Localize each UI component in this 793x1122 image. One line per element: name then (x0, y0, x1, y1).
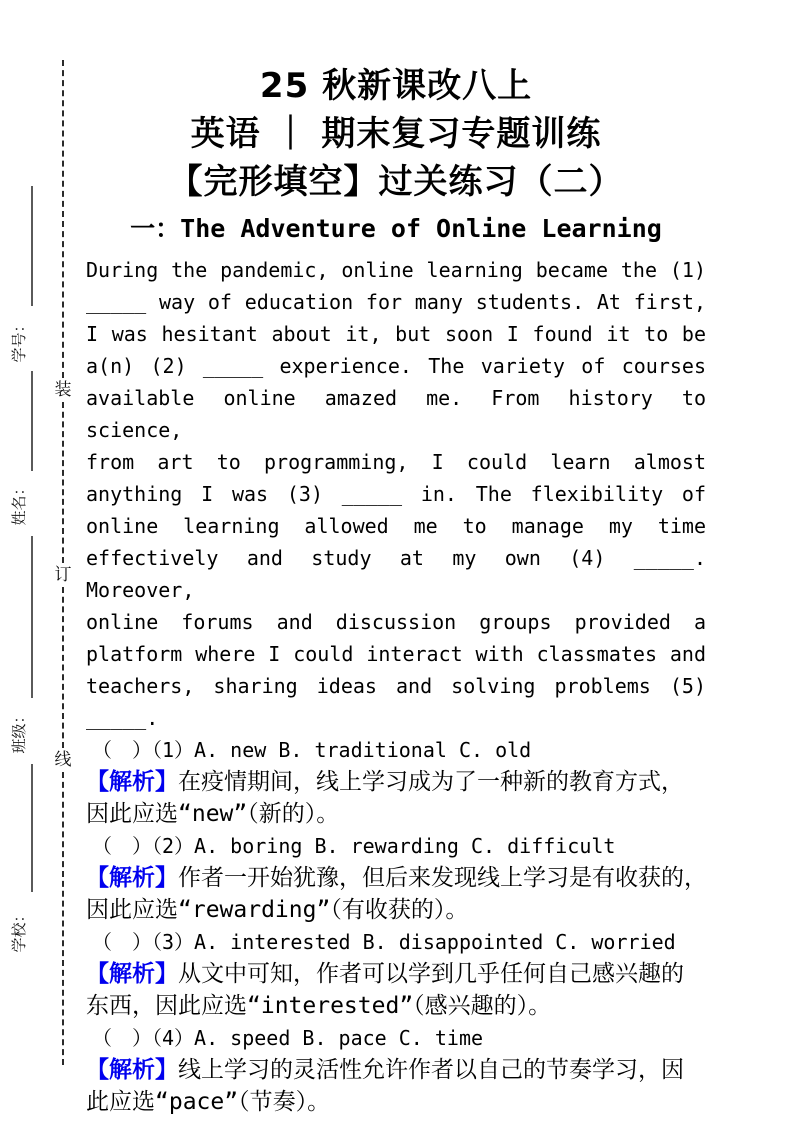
passage-line: teachers, sharing ideas and solving problems (5) (86, 674, 706, 698)
binding-strip (0, 0, 85, 1122)
question-2-analysis-line-1 (86, 862, 706, 894)
analysis-text: 线上学习的灵活性允许作者以自己的节奏学习，因 (178, 1057, 684, 1083)
question-1-analysis-line-1 (86, 766, 706, 798)
question-3-analysis-line-1 (86, 958, 706, 990)
title-line-1: 25 秋新课改八上 (259, 66, 533, 106)
question-3-analysis-line-2: 东西，因此应选“interested”（感兴趣的）。 (86, 993, 552, 1019)
binding-char-ding: 订 (54, 565, 72, 585)
analysis-tag: 【解析】 (86, 1057, 178, 1083)
passage-line: During the pandemic, online learning became the (1) (86, 258, 706, 282)
binding-char-zhuang: 装 (54, 380, 72, 400)
analysis-text: 在疫情期间，线上学习成为了一种新的教育方式， (178, 769, 684, 795)
passage-line: anything I was (3) _____ in. The flexibility of (86, 482, 706, 506)
binding-dashed-line-segment (62, 587, 64, 748)
fill-line-2 (31, 371, 33, 471)
cloze-passage (86, 254, 706, 734)
question-4-analysis-line-2: 此应选“pace”（节奏）。 (86, 1089, 331, 1115)
header (86, 0, 706, 252)
passage-line: platform where I could interact with classmates and (86, 642, 706, 666)
title-line-3: 【完形填空】过关练习（二） (168, 162, 624, 202)
analysis-tag: 【解析】 (86, 769, 178, 795)
passage-line: _____ way of education for many students. At first, (86, 290, 706, 314)
passage-line: online forums and discussion groups provided a (86, 610, 706, 634)
questions-section (86, 734, 706, 1118)
fill-line-3 (31, 536, 33, 698)
binding-dashed-line-segment (62, 402, 64, 563)
title-line-2: 英语 ｜ 期末复习专题训练 (190, 114, 602, 154)
question-1-analysis-line-2: 因此应选“new”（新的）。 (86, 801, 340, 827)
name-label: 姓名： (10, 480, 28, 526)
binding-dashed-line-segment (62, 60, 64, 378)
question-4-options: （ ）（4）A. speed B. pace C. time (92, 1026, 484, 1050)
passage-line: _____. (86, 706, 159, 730)
passage-line: effectively and study at my own (4) _____. Moreover, (86, 546, 706, 602)
question-3-options: （ ）（3）A. interested B. disappointed C. worried (92, 930, 676, 954)
binding-dashed-line-segment (62, 772, 64, 1065)
passage-line: available online amazed me. From history to science, (86, 386, 706, 442)
question-2-analysis-line-2: 因此应选“rewarding”（有收获的）。 (86, 897, 469, 923)
analysis-tag: 【解析】 (86, 961, 178, 987)
passage-line: from art to programming, I could learn almost (86, 450, 706, 474)
binding-char-xian: 线 (54, 750, 72, 770)
analysis-text: 从文中可知，作者可以学到几乎任何自己感兴趣的 (178, 961, 684, 987)
passage-line: I was hesitant about it, but soon I found it to be (86, 322, 706, 346)
fill-line-4 (31, 764, 33, 892)
student-id-label: 学号： (10, 317, 28, 363)
analysis-text: 作者一开始犹豫，但后来发现线上学习是有收获的， (178, 865, 707, 891)
analysis-tag: 【解析】 (86, 865, 178, 891)
passage-line: a(n) (2) _____ experience. The variety of courses (86, 354, 706, 378)
question-1-options: （ ）（1）A. new B. traditional C. old (92, 738, 532, 762)
worksheet-body (86, 0, 706, 1118)
section-heading: 一：The Adventure of Online Learning (130, 214, 662, 243)
fill-line-1 (31, 186, 33, 306)
question-2-options: （ ）（2）A. boring B. rewarding C. difficult (92, 834, 616, 858)
school-label: 学校： (10, 907, 28, 953)
class-label: 班级： (10, 708, 28, 754)
passage-line: online learning allowed me to manage my time (86, 514, 706, 538)
question-4-analysis-line-1 (86, 1054, 706, 1086)
